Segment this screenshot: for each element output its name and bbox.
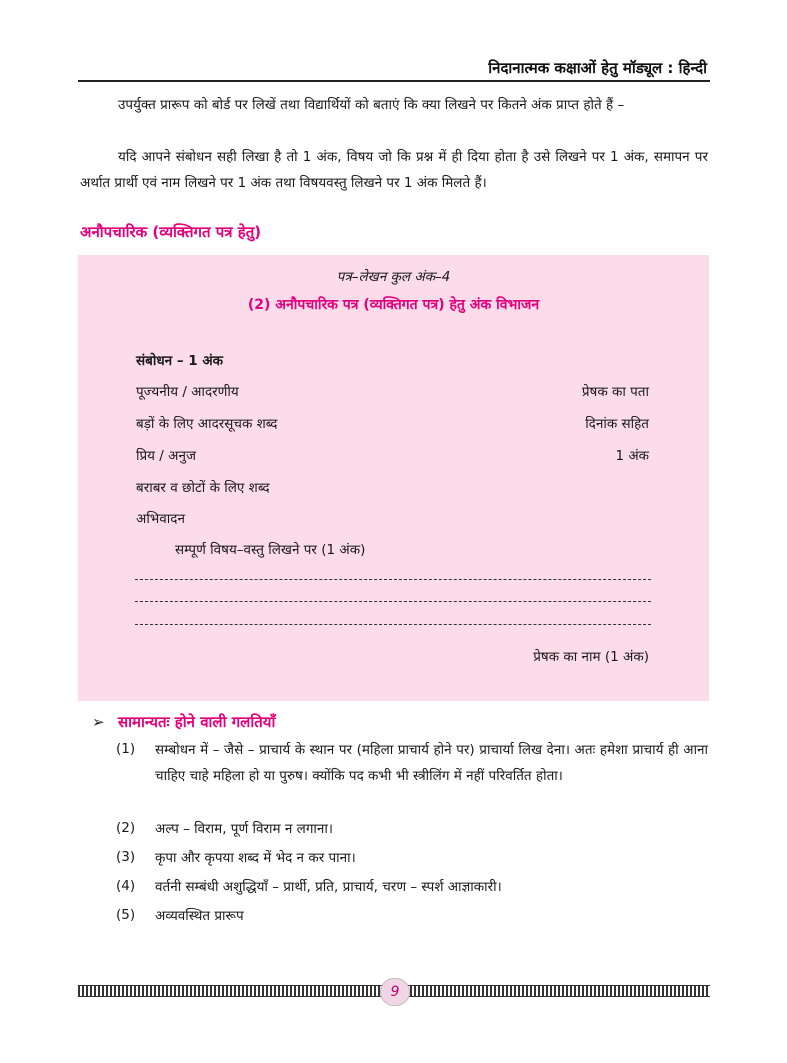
mistakes-heading-text: सामान्यतः होने वाली गलतियाँ (118, 713, 276, 731)
left-item: पूज्यनीय / आदरणीय (136, 384, 239, 400)
writing-line (135, 579, 651, 580)
page-number: 9 (380, 978, 410, 1006)
paragraph-2: यदि आपने संबोधन सही लिखा है तो 1 अंक, विषय जो कि प्रश्न में ही दिया होता है उसे लिखने पर 1 अंक, समापन पर अर्थात प्रार्थी एवं नाम लिखने पर 1 अंक तथा विषयवस्तु लिखने पर 1 अंक मिलते हैं। (80, 149, 708, 191)
list-item-number: (2) (116, 820, 136, 836)
list-item: अव्यवस्थित प्रारूप (155, 908, 244, 924)
list-item: कृपा और कृपया शब्द में भेद न कर पाना। (155, 850, 356, 866)
right-item: प्रेषक का पता (581, 384, 649, 400)
box-title: पत्र–लेखन कुल अंक–4 (336, 269, 451, 285)
sender-name-label: प्रेषक का नाम (1 अंक) (533, 649, 649, 665)
left-item: अभिवादन (136, 511, 185, 527)
list-item: वर्तनी सम्बंधी अशुद्धियाँ – प्रार्थी, प्रति, प्राचार्य, चरण – स्पर्श आज्ञाकारी। (155, 879, 502, 895)
salutation-label: संबोधन – 1 अंक (136, 353, 224, 369)
section-heading: अनौपचारिक (व्यक्तिगत पत्र हेतु) (80, 223, 262, 241)
list-item-number: (1) (116, 741, 136, 757)
list-item-number: (4) (116, 878, 136, 894)
writing-line (135, 624, 651, 625)
mistakes-heading (92, 712, 276, 732)
list-item: अल्प – विराम, पूर्ण विराम न लगाना। (155, 821, 334, 837)
writing-line (135, 601, 651, 602)
left-item: बड़ों के लिए आदरसूचक शब्द (136, 416, 278, 432)
left-item: प्रिय / अनुज (136, 448, 196, 464)
header-rule (78, 80, 710, 82)
left-item: बराबर व छोटों के लिए शब्द (136, 480, 270, 496)
right-item: दिनांक सहित (585, 416, 649, 432)
list-item-number: (3) (116, 849, 136, 865)
content-line-label: सम्पूर्ण विषय–वस्तु लिखने पर (1 अंक) (175, 542, 366, 558)
paragraph-1: उपर्युक्त प्रारूप को बोर्ड पर लिखें तथा विद्यार्थियों को बताएं कि क्या लिखने पर कितने अंक प्राप्त होते हैं – (118, 97, 625, 113)
list-item: सम्बोधन में – जैसे – प्राचार्य के स्थान पर (महिला प्राचार्य होने पर) प्राचार्या लिख देना। अतः हमेशा प्राचार्य ही आना चाहिए चाहे महिला हो या पुरुष। क्योंकि पद कभी भी स्त्रीलिंग में नहीं परिवर्तित होता। (155, 742, 708, 784)
list-item-number: (5) (116, 907, 136, 923)
letter-format-box (78, 255, 709, 701)
box-subtitle: (2) अनौपचारिक पत्र (व्यक्तिगत पत्र) हेतु अंक विभाजन (247, 297, 540, 313)
running-header: निदानात्मक कक्षाओं हेतु मॉड्यूल : हिन्दी (488, 59, 707, 77)
right-item: 1 अंक (615, 448, 649, 464)
arrow-bullet-icon: ➢ (92, 713, 105, 731)
